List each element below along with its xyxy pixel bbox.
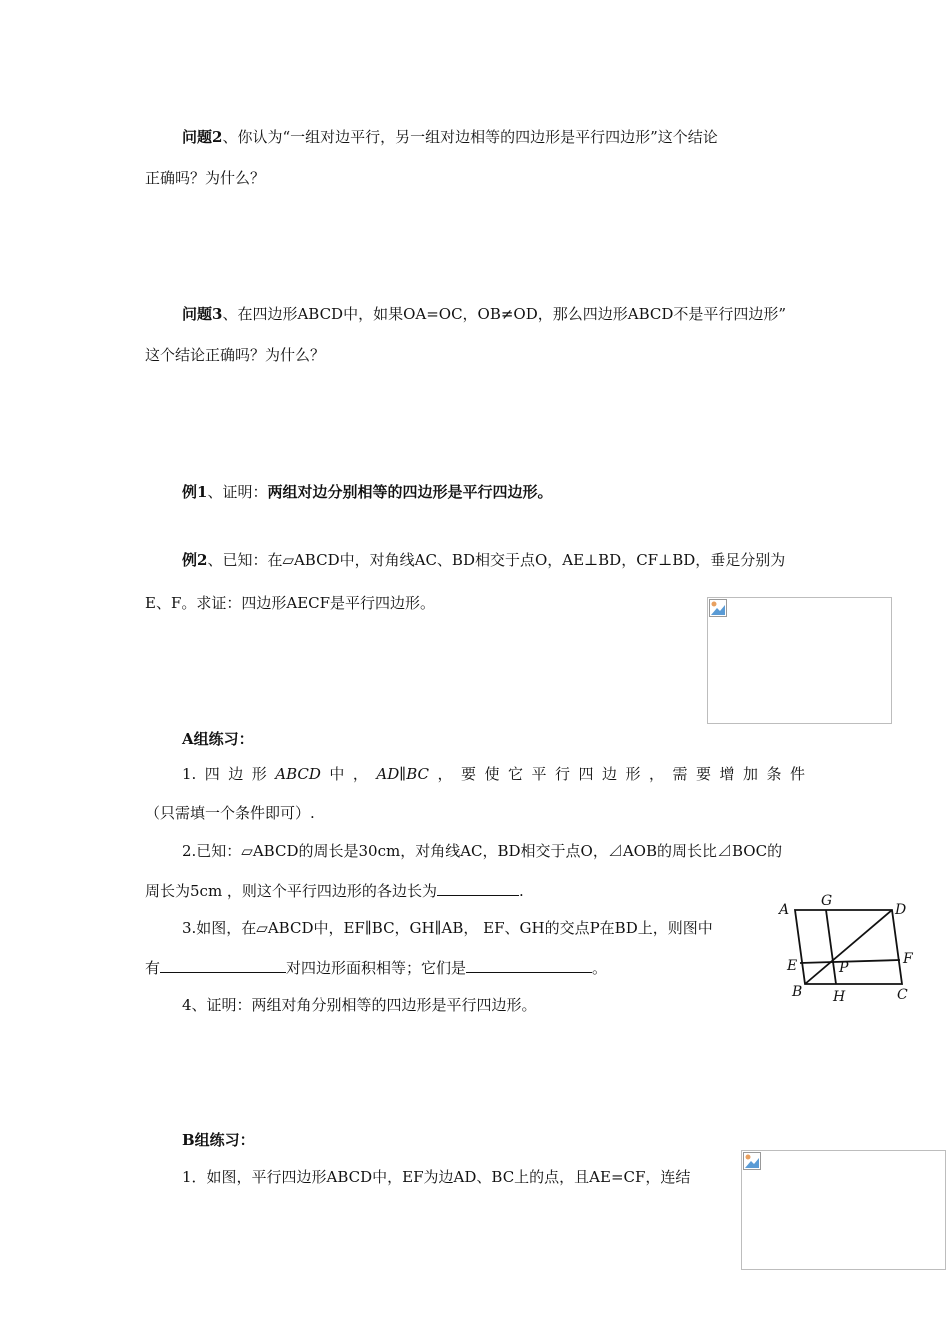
group-a-problem-1-token: 它 (507, 765, 523, 783)
example-2-line-2: E、F。求证：四边形AECF是平行四边形。 (145, 594, 436, 612)
group-a-problem-1-token: 条 (766, 765, 782, 783)
group-b-problem-1: 1．如图，平行四边形ABCD中，EF为边AD、BC上的点，且AE=CF，连结 (182, 1168, 691, 1186)
example-1-statement: 两组对边分别相等的四边形是平行四边形。 (267, 483, 553, 501)
group-a-problem-3-has: 有 (145, 959, 161, 977)
parallelogram-figure (775, 893, 915, 1003)
example-1 (182, 482, 552, 502)
group-a-problem-4: 4、证明：两组对角分别相等的四边形是平行四边形。 (182, 996, 537, 1014)
label-f: F (903, 951, 913, 967)
image-placeholder-group-b (741, 1150, 946, 1270)
group-a-problem-2-text: 周长为5cm ，则这个平行四边形的各边长为 (145, 882, 437, 900)
group-a-problem-1-token: 四 (578, 765, 594, 783)
group-a-problem-1-token: 平 (531, 765, 547, 783)
question-2-text: 、你认为“一组对边平行，另一组对边相等的四边形是平行四边形”这个结论 (222, 128, 718, 146)
label-a: A (779, 902, 790, 918)
broken-image-icon (743, 1152, 761, 1170)
group-a-problem-1-line-1 (182, 764, 805, 784)
question-3-title: 问题3 (182, 305, 223, 323)
group-b-title: B组练习： (182, 1131, 255, 1149)
group-a-problem-1-token: ABCD (275, 765, 321, 783)
group-a-problem-1-token: 边 (228, 765, 244, 783)
label-h: H (833, 989, 846, 1003)
group-a-problem-1-token: 行 (554, 765, 570, 783)
group-a-problem-1-token: ， (648, 765, 664, 783)
group-a-problem-1-token: 四 (204, 765, 220, 783)
group-a-problem-1-token: 中 (329, 765, 345, 783)
group-a-problem-3-mid: 对四边形面积相等；它们是 (286, 959, 467, 977)
answer-blank-side-lengths[interactable] (437, 881, 519, 896)
line-gh (826, 910, 836, 984)
group-a-problem-2-period: . (518, 882, 524, 900)
group-a-title: A组练习： (182, 730, 254, 748)
group-a-problem-2-line-1: 2.已知：▱ABCD的周长是30cm，对角线AC，BD相交于点O，⊿AOB的周长比⊿BOC的 (182, 842, 783, 860)
group-a-problem-1-token: 要 (460, 765, 476, 783)
group-a-problem-1-token: 形 (251, 765, 267, 783)
question-3-text: 、在四边形ABCD中，如果OA=OC，OB≠OD，那么四边形ABCD不是平行四边形” (222, 305, 787, 323)
group-a-problem-1-token: 形 (625, 765, 641, 783)
group-a-problem-1-token: 加 (742, 765, 758, 783)
group-a-problem-1-token: 边 (601, 765, 617, 783)
label-p: P (839, 960, 849, 976)
group-a-problem-1-token: AD∥BC (376, 765, 429, 783)
group-a-problem-3-line-2 (145, 958, 607, 978)
example-2-title: 例2 (182, 551, 208, 569)
diagonal-bd (805, 910, 892, 984)
label-e: E (787, 958, 798, 974)
group-a-problem-1-token: 需 (672, 765, 688, 783)
label-b: B (792, 984, 803, 1000)
example-2-text: 、已知：在▱ABCD中，对角线AC、BD相交于点O，AE⊥BD，CF⊥BD，垂足分别为 (207, 551, 786, 569)
group-a-problem-3-end: 。 (592, 959, 608, 977)
group-a-problem-3-line-1: 3.如图，在▱ABCD中，EF∥BC，GH∥AB， EF、GH的交点P在BD上，则图中 (182, 919, 713, 937)
answer-blank-which-pairs[interactable] (466, 958, 592, 973)
question-3-line-1 (182, 304, 786, 324)
group-a-problem-1-token: ， (352, 765, 368, 783)
question-2-line-2: 正确吗？为什么？ (145, 169, 266, 187)
answer-blank-pair-count[interactable] (160, 958, 286, 973)
question-3-line-2: 这个结论正确吗？为什么？ (145, 346, 326, 364)
group-a-problem-1-token: ， (437, 765, 453, 783)
label-d: D (895, 902, 907, 918)
group-a-problem-1-token: 增 (719, 765, 735, 783)
example-2-line-1 (182, 550, 785, 570)
group-a-problem-2-line-2 (145, 881, 524, 901)
group-a-problem-1-token: 件 (789, 765, 805, 783)
group-a-problem-1-token: 1. (182, 765, 197, 783)
example-1-title: 例1 (182, 483, 208, 501)
image-placeholder-example-2 (707, 597, 892, 724)
question-2-line-1 (182, 127, 718, 147)
question-2-title: 问题2 (182, 128, 223, 146)
group-a-problem-1-line-2: （只需填一个条件即可）. (145, 804, 315, 822)
group-a-problem-1-token: 使 (484, 765, 500, 783)
example-1-prefix: 、证明： (207, 483, 268, 501)
line-ef (800, 960, 900, 963)
group-a-problem-1-token: 要 (695, 765, 711, 783)
label-c: C (897, 987, 908, 1003)
label-g: G (821, 893, 833, 909)
broken-image-icon (709, 599, 727, 617)
